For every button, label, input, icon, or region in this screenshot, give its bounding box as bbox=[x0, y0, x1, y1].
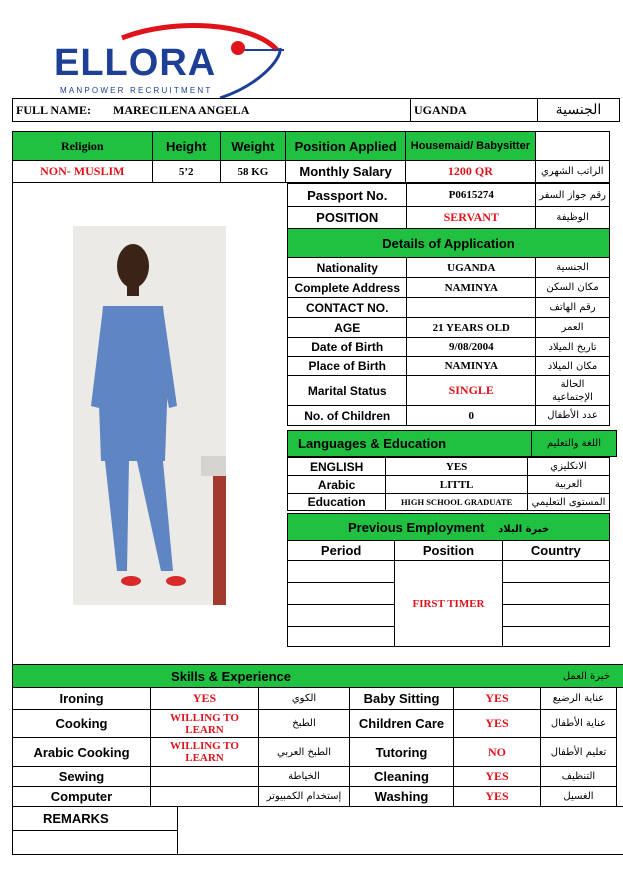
application-row-label-ar: مكان السكن bbox=[536, 278, 610, 298]
skill-right-value: NO bbox=[454, 738, 541, 767]
skill-left-label: Computer bbox=[13, 787, 151, 807]
skill-left-label-ar: الخياطة bbox=[259, 767, 350, 787]
application-row bbox=[288, 376, 610, 406]
employment-cell bbox=[288, 561, 395, 583]
skills-title-ar: خبرة العمل bbox=[291, 665, 623, 688]
religion-header: Religion bbox=[13, 132, 153, 161]
application-row-label: No. of Children bbox=[288, 406, 407, 426]
employment-cell bbox=[502, 627, 609, 647]
language-row-label-ar: المستوى التعليمي bbox=[527, 494, 609, 511]
skill-right-value: YES bbox=[454, 710, 541, 738]
language-row bbox=[288, 458, 610, 476]
skill-right-label: Tutoring bbox=[350, 738, 454, 767]
employment-cell bbox=[288, 583, 395, 605]
skill-right-value: YES bbox=[454, 767, 541, 787]
skill-right-label-ar: تعليم الأطفال bbox=[541, 738, 617, 767]
application-row-label: Complete Address bbox=[288, 278, 407, 298]
application-row bbox=[288, 278, 610, 298]
full-name-cell bbox=[13, 99, 411, 122]
passport-label: Passport No. bbox=[288, 184, 407, 207]
application-row-label: Marital Status bbox=[288, 376, 407, 406]
passport-label-ar: رقم جواز السفر bbox=[536, 184, 610, 207]
application-row-label-ar: العمر bbox=[536, 318, 610, 338]
skill-right-label: Children Care bbox=[350, 710, 454, 738]
summary-table bbox=[12, 131, 610, 183]
employment-cell bbox=[502, 605, 609, 627]
application-row-label: CONTACT NO. bbox=[288, 298, 407, 318]
remarks-table bbox=[12, 806, 623, 855]
application-row-label-ar: الجنسية bbox=[536, 258, 610, 278]
position-value: SERVANT bbox=[407, 207, 536, 229]
employment-cell bbox=[288, 605, 395, 627]
skill-left-value: WILLING TO LEARN bbox=[151, 710, 259, 738]
application-row-value: SINGLE bbox=[407, 376, 536, 406]
application-row-label: Date of Birth bbox=[288, 338, 407, 357]
skill-right-label-ar: عناية الرضيع bbox=[541, 688, 617, 710]
skills-title: Skills & Experience bbox=[13, 665, 292, 688]
employment-title-text: Previous Employment bbox=[347, 519, 485, 535]
nationality-label-ar: الجنسية bbox=[538, 99, 620, 122]
application-row-value: NAMINYA bbox=[407, 278, 536, 298]
application-row-label: Nationality bbox=[288, 258, 407, 278]
remarks-empty bbox=[13, 831, 178, 855]
employment-period-header: Period bbox=[288, 541, 395, 561]
salary-label-ar: الراتب الشهري bbox=[535, 161, 609, 183]
position-applied-header: Position Applied bbox=[286, 132, 406, 161]
language-row-value: YES bbox=[386, 458, 528, 476]
language-rows bbox=[287, 457, 610, 511]
applicant-photo bbox=[73, 226, 226, 605]
employment-cell bbox=[288, 627, 395, 647]
remarks-label: REMARKS bbox=[13, 807, 178, 831]
application-row bbox=[288, 298, 610, 318]
application-row-label-ar: مكان الميلاد bbox=[536, 357, 610, 376]
skill-left-label: Arabic Cooking bbox=[13, 738, 151, 767]
application-row-label: AGE bbox=[288, 318, 407, 338]
full-name-value: MARECILENA ANGELA bbox=[113, 103, 250, 117]
empty-header-cell bbox=[535, 132, 609, 161]
skill-left-label: Cooking bbox=[13, 710, 151, 738]
skill-left-value: YES bbox=[151, 688, 259, 710]
language-row-label: ENGLISH bbox=[288, 458, 386, 476]
employment-cell bbox=[502, 583, 609, 605]
employment-title-ar: خبرة البلاد bbox=[498, 523, 550, 535]
language-row-label: Education bbox=[288, 494, 386, 511]
skill-right-label-ar: التنظيف bbox=[541, 767, 617, 787]
employment-position-header: Position bbox=[395, 541, 502, 561]
employment-title bbox=[288, 514, 610, 541]
height-header: Height bbox=[152, 132, 220, 161]
application-row bbox=[288, 258, 610, 278]
skills-row bbox=[13, 738, 617, 767]
skill-left-label: Ironing bbox=[13, 688, 151, 710]
logo-tagline: MANPOWER RECRUITMENT bbox=[60, 86, 213, 95]
employment-note: FIRST TIMER bbox=[395, 561, 502, 647]
skill-right-label-ar: الغسيل bbox=[541, 787, 617, 807]
application-row-value: 9/08/2004 bbox=[407, 338, 536, 357]
skill-left-label-ar: الطبخ bbox=[259, 710, 350, 738]
application-rows bbox=[287, 257, 610, 426]
skill-left-label-ar: إستخدام الكمبيوتر bbox=[259, 787, 350, 807]
application-row-label: Place of Birth bbox=[288, 357, 407, 376]
application-row-value bbox=[407, 298, 536, 318]
language-row-label: Arabic bbox=[288, 476, 386, 494]
skill-left-value: WILLING TO LEARN bbox=[151, 738, 259, 767]
application-row bbox=[288, 406, 610, 426]
religion-value: NON- MUSLIM bbox=[13, 161, 153, 183]
skill-right-label-ar: عناية الأطفال bbox=[541, 710, 617, 738]
name-table bbox=[12, 98, 620, 122]
application-title: Details of Application bbox=[288, 229, 610, 258]
logo-name: ELLORA bbox=[54, 42, 217, 84]
details-table bbox=[287, 183, 610, 258]
application-row-label-ar: رقم الهاتف bbox=[536, 298, 610, 318]
remarks-value bbox=[178, 807, 623, 855]
skill-left-label-ar: الكوي bbox=[259, 688, 350, 710]
salary-label: Monthly Salary bbox=[286, 161, 406, 183]
height-value: 5’2 bbox=[152, 161, 220, 183]
skills-row bbox=[13, 767, 617, 787]
skill-left-value bbox=[151, 787, 259, 807]
nationality-value: UGANDA bbox=[411, 99, 538, 122]
company-logo bbox=[52, 20, 292, 100]
languages-table bbox=[287, 430, 617, 457]
application-row bbox=[288, 318, 610, 338]
skills-row bbox=[13, 710, 617, 738]
language-row bbox=[288, 494, 610, 511]
passport-value: P0615274 bbox=[407, 184, 536, 207]
salary-value: 1200 QR bbox=[406, 161, 535, 183]
application-row bbox=[288, 338, 610, 357]
languages-title-ar: اللغة والتعليم bbox=[532, 431, 617, 457]
person-photo-icon bbox=[73, 226, 226, 605]
employment-cell bbox=[502, 561, 609, 583]
application-row-value: 0 bbox=[407, 406, 536, 426]
position-label: POSITION bbox=[288, 207, 407, 229]
application-row-label-ar: عدد الأطفال bbox=[536, 406, 610, 426]
employment-table bbox=[287, 513, 610, 647]
skills-title-table bbox=[12, 664, 623, 688]
skill-right-label: Baby Sitting bbox=[350, 688, 454, 710]
skills-row bbox=[13, 787, 617, 807]
position-label-ar: الوظيفة bbox=[536, 207, 610, 229]
skills-table bbox=[12, 687, 617, 807]
application-row-label-ar: الحالة الإجتماعية bbox=[536, 376, 610, 406]
application-row-label-ar: تاريخ الميلاد bbox=[536, 338, 610, 357]
language-row bbox=[288, 476, 610, 494]
language-row-value: HIGH SCHOOL GRADUATE bbox=[386, 494, 528, 511]
language-row-label-ar: العربية bbox=[527, 476, 609, 494]
application-row-value: NAMINYA bbox=[407, 357, 536, 376]
full-name-label: FULL NAME: bbox=[16, 103, 91, 117]
skills-row bbox=[13, 688, 617, 710]
weight-value: 58 KG bbox=[220, 161, 285, 183]
skill-right-label: Washing bbox=[350, 787, 454, 807]
skill-right-label: Cleaning bbox=[350, 767, 454, 787]
application-row-value: 21 YEARS OLD bbox=[407, 318, 536, 338]
skill-right-value: YES bbox=[454, 688, 541, 710]
employment-country-header: Country bbox=[502, 541, 609, 561]
languages-title: Languages & Education bbox=[288, 431, 532, 457]
application-row-value: UGANDA bbox=[407, 258, 536, 278]
position-applied-value: Housemaid/ Babysitter bbox=[406, 132, 535, 161]
skill-left-label-ar: الطبخ العربي bbox=[259, 738, 350, 767]
language-row-value: LITTL bbox=[386, 476, 528, 494]
weight-header: Weight bbox=[220, 132, 285, 161]
application-row bbox=[288, 357, 610, 376]
skill-left-label: Sewing bbox=[13, 767, 151, 787]
skill-left-value bbox=[151, 767, 259, 787]
skill-right-value: YES bbox=[454, 787, 541, 807]
language-row-label-ar: الانكليزي bbox=[527, 458, 609, 476]
